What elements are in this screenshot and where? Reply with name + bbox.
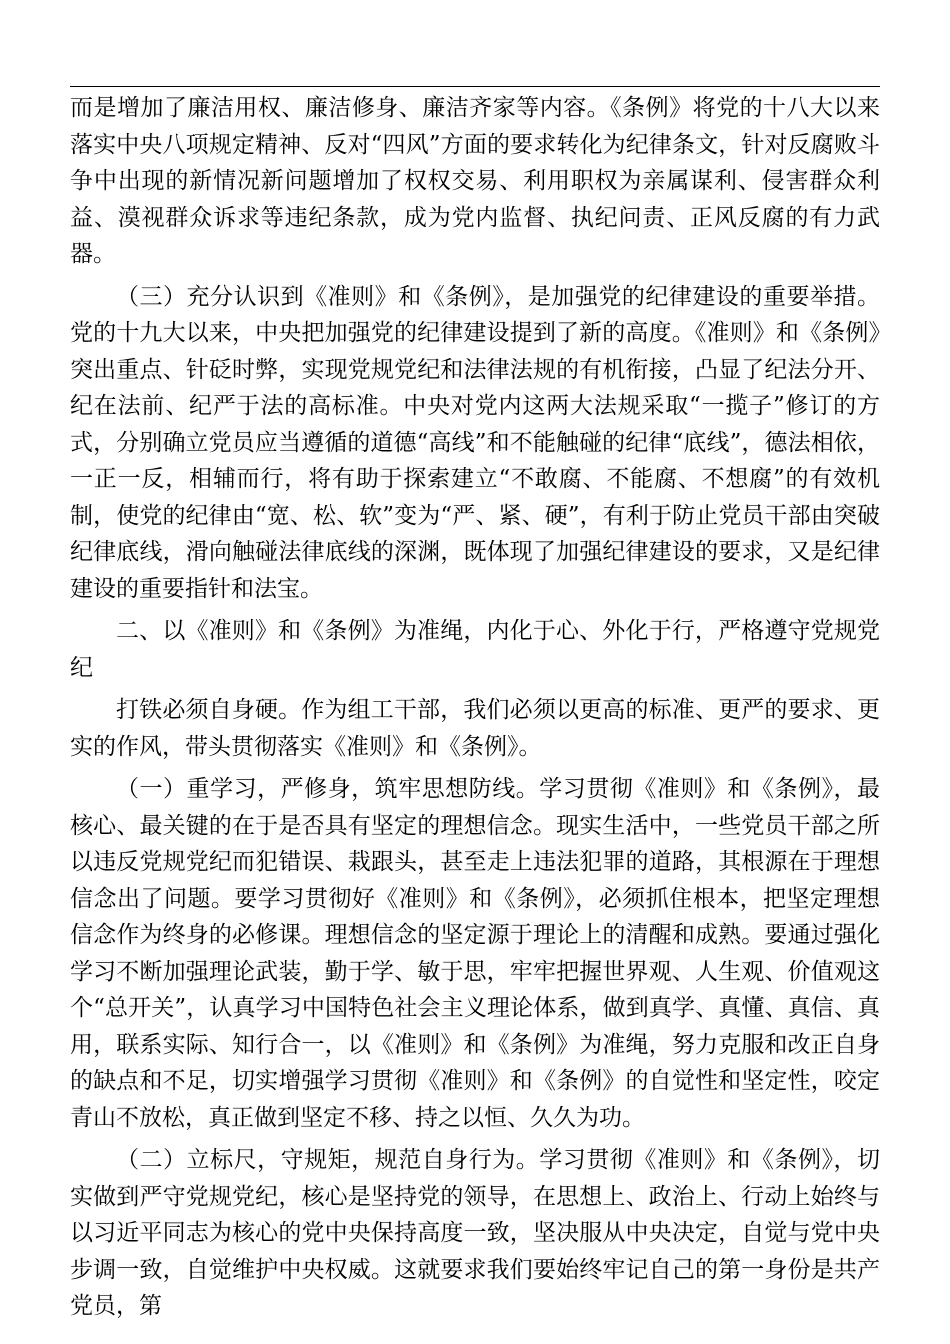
section-heading-2: 二、以《准则》和《条例》为准绳，内化于心、外化于行，严格遵守党规党纪 <box>70 618 880 681</box>
paragraph-subsection-1: （一）重学习，严修身，筑牢思想防线。学习贯彻《准则》和《条例》，最核心、最关键的在于是否具有坚定的理想信念。现实生活中，一些党员干部之所以违反党规党纪而犯错误、栽跟头，甚至走上违法犯罪的道路，其根源在于理想信念出了问题。要学习贯彻好《准则》和《条例》，必须抓住根本，把坚定理想信念作为终身的必修课。理想信念的坚定源于理论上的清醒和成熟。要通过强化学习不断加强理论武装，勤于学、敏于思，牢牢把握世界观、人生观、价值观这个“总开关”，认真学习中国特色社会主义理论体系，做到真学、真懂、真信、真用，联系实际、知行合一，以《准则》和《条例》为准绳，努力克服和改正自身的缺点和不足，切实增强学习贯彻《准则》和《条例》的自觉性和坚定性，咬定青山不放松，真正做到坚定不移、持之以恒、久久为功。 <box>70 776 880 1131</box>
paragraph-continuation: 而是增加了廉洁用权、廉洁修身、廉洁齐家等内容。《条例》将党的十八大以来落实中央八项规定精神、反对“四风”方面的要求转化为纪律条文，针对反腐败斗争中出现的新情况新问题增加了权权交易、利用职权为亲属谋利、侵害群众利益、漠视群众诉求等违纪条款，成为党内监督、执纪问责、正风反腐的有力武器。 <box>70 95 880 267</box>
paragraph-section-3: （三）充分认识到《准则》和《条例》，是加强党的纪律建设的重要举措。党的十九大以来，中央把加强党的纪律建设提到了新的高度。《准则》和《条例》突出重点、针砭时弊，实现党规党纪和法律法规的有机衔接，凸显了纪法分开、纪在法前、纪严于法的高标准。中央对党内这两大法规采取“一揽子”修订的方式，分别确立党员应当遵循的道德“高线”和不能触碰的纪律“底线”，德法相依，一正一反，相辅而行，将有助于探索建立“不敢腐、不能腐、不想腐”的有效机制，使党的纪律由“宽、松、软”变为“严、紧、硬”，有利于防止党员干部由突破纪律底线，滑向触碰法律底线的深渊，既体现了加强纪律建设的要求，又是纪律建设的重要指针和法宝。 <box>70 283 880 602</box>
paragraph-subsection-2: （二）立标尺，守规矩，规范自身行为。学习贯彻《准则》和《条例》，切实做到严守党规党纪，核心是坚持党的领导，在思想上、政治上、行动上始终与以习近平同志为核心的党中央保持高度一致，坚决服从中央决定，自觉与党中央步调一致，自觉维护中央权威。这就要求我们要始终牢记自己的第一身份是共产党员，第 <box>70 1147 880 1319</box>
paragraph-intro: 打铁必须自身硬。作为组工干部，我们必须以更高的标准、更严的要求、更实的作风，带头贯彻落实《准则》和《条例》。 <box>70 697 880 760</box>
header-rule <box>70 86 880 87</box>
document-body <box>70 90 880 1325</box>
